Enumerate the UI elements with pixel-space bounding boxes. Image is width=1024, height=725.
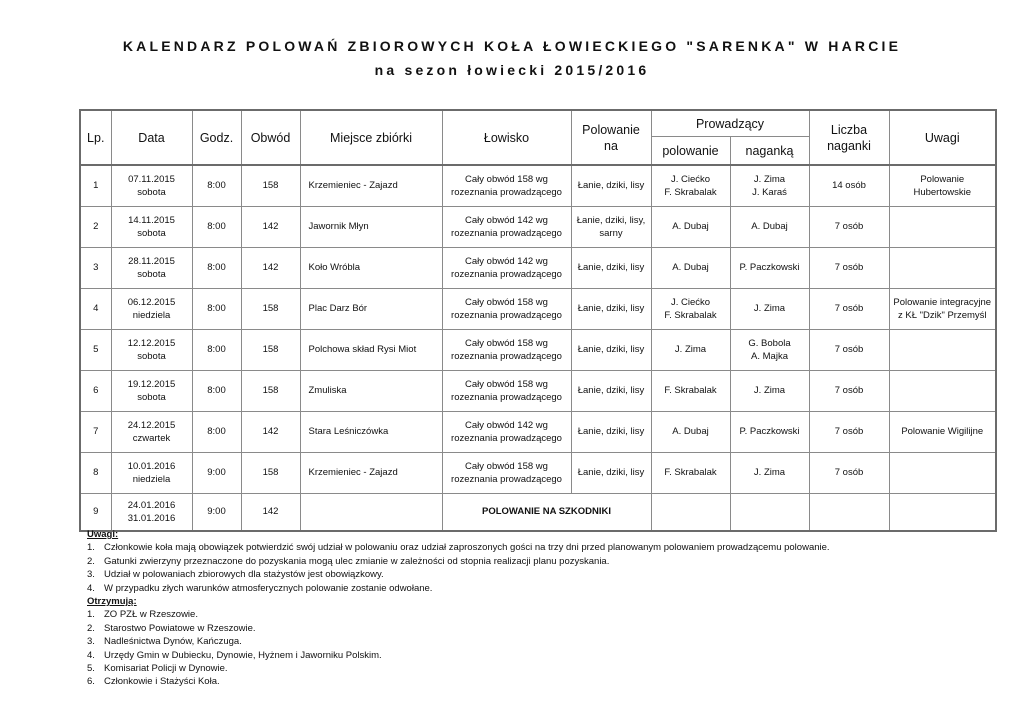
cell-leader-hunt: J. Ciećko F. Skrabalak: [651, 165, 730, 206]
cell-game: Łanie, dziki, lisy: [571, 411, 651, 452]
cell-district: 142: [241, 247, 300, 288]
cell-hunting-ground: Cały obwód 142 wg rozeznania prowadzącego: [442, 247, 571, 288]
cell-beater-count: 7 osób: [809, 247, 889, 288]
header-time: Godz.: [192, 110, 241, 165]
cell-meeting-place: Koło Wróbla: [300, 247, 442, 288]
list-item: 2. Gatunki zwierzyny przeznaczone do pozyskania mogą ulec zmianie w zależności od stopnia realizacji planu pozyskania.: [87, 555, 610, 567]
cell-leader-hunt: F. Skrabalak: [651, 370, 730, 411]
notes-section: [87, 528, 987, 689]
table-row: [80, 206, 996, 247]
cell-date: 24.01.2016 31.01.2016: [111, 493, 192, 531]
cell-leader-beat: P. Paczkowski: [730, 411, 809, 452]
cell-lp: 2: [80, 206, 111, 247]
cell-hunting-ground: Cały obwód 142 wg rozeznania prowadzącego: [442, 411, 571, 452]
cell-time: 9:00: [192, 493, 241, 531]
cell-leader-beat: P. Paczkowski: [730, 247, 809, 288]
list-item: 5. Komisariat Policji w Dynowie.: [87, 663, 228, 675]
cell-hunting-ground: Cały obwód 158 wg rozeznania prowadzącego: [442, 329, 571, 370]
cell-leader-beat: [730, 493, 809, 531]
header-lp: Lp.: [80, 110, 111, 165]
cell-beater-count: 7 osób: [809, 411, 889, 452]
cell-time: 8:00: [192, 165, 241, 206]
cell-meeting-place: [300, 493, 442, 531]
cell-game: Łanie, dziki, lisy: [571, 165, 651, 206]
list-item: 4. W przypadku złych warunków atmosferycznych polowanie zostanie odwołane.: [87, 582, 433, 594]
cell-beater-count: 7 osób: [809, 206, 889, 247]
cell-leader-beat: J. Zima J. Karaś: [730, 165, 809, 206]
cell-game: Łanie, dziki, lisy: [571, 370, 651, 411]
cell-time: 8:00: [192, 370, 241, 411]
cell-time: 8:00: [192, 288, 241, 329]
cell-time: 9:00: [192, 452, 241, 493]
cell-notes: Polowanie integracyjne z KŁ "Dzik" Przemyśl: [889, 288, 996, 329]
cell-meeting-place: Krzemieniec - Zajazd: [300, 452, 442, 493]
cell-hunting-ground: Cały obwód 158 wg rozeznania prowadzącego: [442, 370, 571, 411]
cell-date: 24.12.2015 czwartek: [111, 411, 192, 452]
cell-meeting-place: Plac Darz Bór: [300, 288, 442, 329]
cell-special-hunt: POLOWANIE NA SZKODNIKI: [442, 493, 651, 531]
cell-district: 142: [241, 206, 300, 247]
cell-beater-count: 7 osób: [809, 288, 889, 329]
cell-district: 158: [241, 452, 300, 493]
notes-list: [87, 541, 987, 595]
cell-time: 8:00: [192, 411, 241, 452]
cell-district: 142: [241, 411, 300, 452]
header-leader-beat: naganką: [730, 137, 809, 166]
table-body: [80, 165, 996, 531]
header-game: Polowanie na: [571, 110, 651, 165]
cell-leader-hunt: A. Dubaj: [651, 247, 730, 288]
cell-date: 12.12.2015 sobota: [111, 329, 192, 370]
cell-leader-beat: G. Bobola A. Majka: [730, 329, 809, 370]
cell-date: 10.01.2016 niedziela: [111, 452, 192, 493]
header-leader-hunt: polowanie: [651, 137, 730, 166]
list-item: 3. Nadleśnictwa Dynów, Kańczuga.: [87, 636, 242, 648]
cell-leader-beat: J. Zima: [730, 288, 809, 329]
cell-lp: 3: [80, 247, 111, 288]
cell-notes: [889, 452, 996, 493]
header-notes: Uwagi: [889, 110, 996, 165]
cell-beater-count: 7 osób: [809, 452, 889, 493]
cell-lp: 1: [80, 165, 111, 206]
cell-date: 19.12.2015 sobota: [111, 370, 192, 411]
cell-district: 158: [241, 370, 300, 411]
cell-hunting-ground: Cały obwód 158 wg rozeznania prowadzącego: [442, 165, 571, 206]
cell-time: 8:00: [192, 247, 241, 288]
cell-lp: 8: [80, 452, 111, 493]
list-item: 1. ZO PZŁ w Rzeszowie.: [87, 609, 198, 621]
cell-meeting-place: Krzemieniec - Zajazd: [300, 165, 442, 206]
cell-leader-hunt: A. Dubaj: [651, 411, 730, 452]
cell-leader-hunt: A. Dubaj: [651, 206, 730, 247]
cell-hunting-ground: Cały obwód 142 wg rozeznania prowadzącego: [442, 206, 571, 247]
header-leaders: Prowadzący: [651, 110, 809, 137]
table-row: [80, 411, 996, 452]
table-row: [80, 370, 996, 411]
cell-district: 142: [241, 493, 300, 531]
cell-leader-hunt: F. Skrabalak: [651, 452, 730, 493]
list-item: 6. Członkowie i Stażyści Koła.: [87, 676, 220, 688]
cell-game: Łanie, dziki, lisy: [571, 329, 651, 370]
header-beater-count: Liczba naganki: [809, 110, 889, 165]
cell-notes: [889, 493, 996, 531]
cell-district: 158: [241, 165, 300, 206]
list-item: 4. Urzędy Gmin w Dubiecku, Dynowie, Hyżnem i Jaworniku Polskim.: [87, 649, 382, 661]
header-hunting-ground: Łowisko: [442, 110, 571, 165]
cell-leader-beat: J. Zima: [730, 370, 809, 411]
cell-lp: 5: [80, 329, 111, 370]
header-district: Obwód: [241, 110, 300, 165]
cell-time: 8:00: [192, 329, 241, 370]
document-subtitle: na sezon łowiecki 2015/2016: [374, 62, 650, 78]
recipients-list: [87, 608, 987, 688]
list-item: 1. Członkowie koła mają obowiązek potwierdzić swój udział w polowaniu oraz udział zaproszonych gości na trzy dni przed planowanym polowaniem prowadzącemu polowanie.: [87, 542, 830, 554]
cell-notes: Polowanie Hubertowskie: [889, 165, 996, 206]
cell-time: 8:00: [192, 206, 241, 247]
cell-meeting-place: Polchowa skład Rysi Miot: [300, 329, 442, 370]
cell-leader-hunt: J. Ciećko F. Skrabalak: [651, 288, 730, 329]
table-row: [80, 452, 996, 493]
header-meeting-place: Miejsce zbiórki: [300, 110, 442, 165]
cell-date: 06.12.2015 niedziela: [111, 288, 192, 329]
cell-notes: [889, 247, 996, 288]
hunt-calendar-table: [79, 109, 997, 532]
cell-leader-hunt: [651, 493, 730, 531]
table-row: [80, 329, 996, 370]
cell-district: 158: [241, 288, 300, 329]
cell-meeting-place: Zmuliska: [300, 370, 442, 411]
cell-notes: [889, 206, 996, 247]
cell-notes: [889, 329, 996, 370]
cell-lp: 7: [80, 411, 111, 452]
cell-date: 07.11.2015 sobota: [111, 165, 192, 206]
cell-district: 158: [241, 329, 300, 370]
cell-game: Łanie, dziki, lisy: [571, 452, 651, 493]
cell-leader-hunt: J. Zima: [651, 329, 730, 370]
list-item: 3. Udział w polowaniach zbiorowych dla stażystów jest obowiązkowy.: [87, 569, 384, 581]
cell-meeting-place: Jawornik Młyn: [300, 206, 442, 247]
cell-beater-count: [809, 493, 889, 531]
cell-beater-count: 7 osób: [809, 370, 889, 411]
notes-heading: Uwagi:: [87, 529, 119, 540]
table-row: [80, 247, 996, 288]
cell-game: Łanie, dziki, lisy: [571, 247, 651, 288]
cell-date: 14.11.2015 sobota: [111, 206, 192, 247]
table-row: [80, 165, 996, 206]
cell-lp: 9: [80, 493, 111, 531]
cell-game: Łanie, dziki, lisy, sarny: [571, 206, 651, 247]
table-row: [80, 288, 996, 329]
cell-meeting-place: Stara Leśniczówka: [300, 411, 442, 452]
document-title: KALENDARZ POLOWAŃ ZBIOROWYCH KOŁA ŁOWIECKIEGO "SARENKA" W HARCIE: [122, 38, 902, 54]
cell-game: Łanie, dziki, lisy: [571, 288, 651, 329]
recipients-heading: Otrzymują:: [87, 596, 137, 608]
cell-hunting-ground: Cały obwód 158 wg rozeznania prowadzącego: [442, 288, 571, 329]
cell-notes: Polowanie Wigilijne: [889, 411, 996, 452]
cell-hunting-ground: Cały obwód 158 wg rozeznania prowadzącego: [442, 452, 571, 493]
header-date: Data: [111, 110, 192, 165]
cell-date: 28.11.2015 sobota: [111, 247, 192, 288]
table-row: [80, 493, 996, 531]
list-item: 2. Starostwo Powiatowe w Rzeszowie.: [87, 622, 256, 634]
cell-lp: 6: [80, 370, 111, 411]
cell-lp: 4: [80, 288, 111, 329]
cell-leader-beat: J. Zima: [730, 452, 809, 493]
cell-leader-beat: A. Dubaj: [730, 206, 809, 247]
cell-beater-count: 7 osób: [809, 329, 889, 370]
cell-notes: [889, 370, 996, 411]
cell-beater-count: 14 osób: [809, 165, 889, 206]
